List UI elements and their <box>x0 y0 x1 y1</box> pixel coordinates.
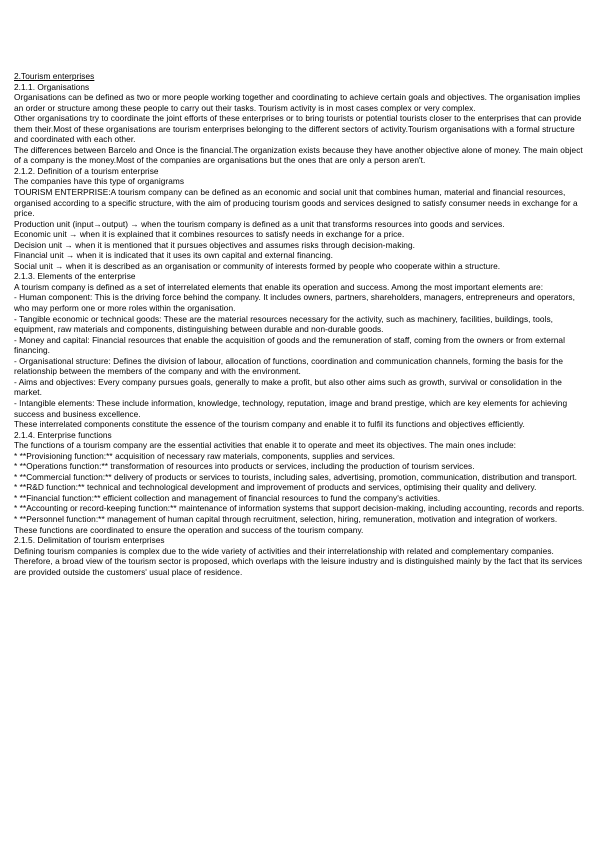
paragraph: Defining tourism companies is complex due to the wide variety of activities and their interrelationship with related and complementary companies. Therefore, a broad view of the tourism sector is proposed, which overlaps with the leisure industry and is distinguished mainly by the fact that its services are provided outside the customers' usual place of residence. <box>14 545 583 577</box>
paragraph: Other organisations try to coordinate the joint efforts of these enterprises or to bring tourists or potential tourists closer to the enterprises that can provide them their.Most of these organisations are tourism enterprises belonging to the different sectors of activity.Tourism organisations with a formal structure and coordinated with each other. <box>14 113 582 145</box>
section-heading-elements: 2.1.3. Elements of the enterprise <box>14 271 136 282</box>
list-item: * **Financial function:** efficient collection and management of financial resources to fund the company's activities. <box>14 492 441 503</box>
list-item: - Intangible elements: These include information, knowledge, technology, reputation, image and brand prestige, which are key elements for achieving success and business excellence. <box>14 397 568 419</box>
paragraph: TOURISM ENTERPRISE:A tourism company can be defined as an economic and social unit that combines human, material and financial resources, organised according to a specific structure, with the aim of producing tourism goods and services designed to satisfy consumer needs in exchange for a price. <box>14 187 578 219</box>
paragraph: The functions of a tourism company are the essential activities that enable it to operate and meet its objectives. The main ones include: <box>14 440 517 451</box>
list-item: - Organisational structure: Defines the division of labour, allocation of functions, coordination and communication channels, forming the basis for the relationship between the members of the company and with the environment. <box>14 355 563 377</box>
paragraph: These interrelated components constitute the essence of the tourism company and enable it to fulfil its functions and objectives efficiently. <box>14 419 525 430</box>
section-heading-delimitation: 2.1.5. Delimitation of tourism enterprises <box>14 535 165 546</box>
paragraph: Organisations can be defined as two or more people working together and coordinating to achieve certain goals and objectives. The organisation implies an order or structure among these people to carry out their tasks. Tourism activity is in most cases complex or very complex. <box>14 92 581 113</box>
paragraph: Social unit → when it is described as an organisation or community of interests formed by people who cooperate within a structure. <box>14 260 501 271</box>
paragraph: The differences between Barcelo and Once is the financial.The organization exists because they have another objective alone of money. The main object of a company is the money.Most of the companies are organisations but the ones that are only a person aren't. <box>14 144 583 166</box>
paragraph: These functions are coordinated to ensure the operation and success of the tourism company. <box>14 524 364 535</box>
paragraph: A tourism company is defined as a set of interrelated elements that enable its operation and success. Among the most important elements are: <box>14 281 544 292</box>
list-item: * **R&D function:** technical and technological development and improvement of products and services, optimising their quality and delivery. <box>14 482 537 493</box>
list-item: - Aims and objectives: Every company pursues goals, generally to make a profit, but also other aims such as growth, survival or consolidation in the market. <box>14 376 562 398</box>
list-item: * **Operations function:** transformation of resources into products or services, including the production of tourism services. <box>14 461 475 472</box>
paragraph: Economic unit → when it is explained that it combines resources to satisfy needs in exchange for a price. <box>14 229 405 240</box>
paragraph: Decision unit → when it is mentioned that it pursues objectives and assumes risks through decision-making. <box>14 239 415 250</box>
list-item: * **Commercial function:** delivery of products or services to tourists, including sales, advertising, promotion, communication, distribution and transport. <box>14 471 578 482</box>
list-item: - Tangible economic or technical goods: These are the material resources necessary for the activity, such as machinery, facilities, buildings, tools, equipment, raw materials and components, distinguishing between durable and non-durable goods. <box>14 313 554 335</box>
paragraph: The companies have this type of organigrams <box>14 176 185 187</box>
paragraph: Financial unit → when it is indicated that it uses its own capital and external financing. <box>14 250 334 261</box>
list-item: * **Provisioning function:** acquisition of necessary raw materials, components, supplies and services. <box>14 450 396 461</box>
document-title: 2.Tourism enterprises <box>14 71 95 81</box>
list-item: * **Personnel function:** management of human capital through recruitment, selection, hiring, remuneration, motivation and integration of workers. <box>14 513 558 524</box>
section-heading-organisations: 2.1.1. Organisations <box>14 81 90 92</box>
section-heading-definition: 2.1.2. Definition of a tourism enterprise <box>14 165 159 176</box>
list-item: - Human component: This is the driving force behind the company. It includes owners, partners, shareholders, managers, entrepreneurs and operators, who may perform one or more roles within the organisation. <box>14 292 575 314</box>
section-heading-functions: 2.1.4. Enterprise functions <box>14 429 112 440</box>
list-item: * **Accounting or record-keeping function:** maintenance of information systems that support decision-making, including accounting, records and reports. <box>14 503 585 514</box>
paragraph: Production unit (input→output) → when the tourism company is defined as a unit that transforms resources into goods and services. <box>14 218 505 229</box>
list-item: - Money and capital: Financial resources that enable the acquisition of goods and the remuneration of staff, coming from the owners or from external financing. <box>14 334 565 356</box>
